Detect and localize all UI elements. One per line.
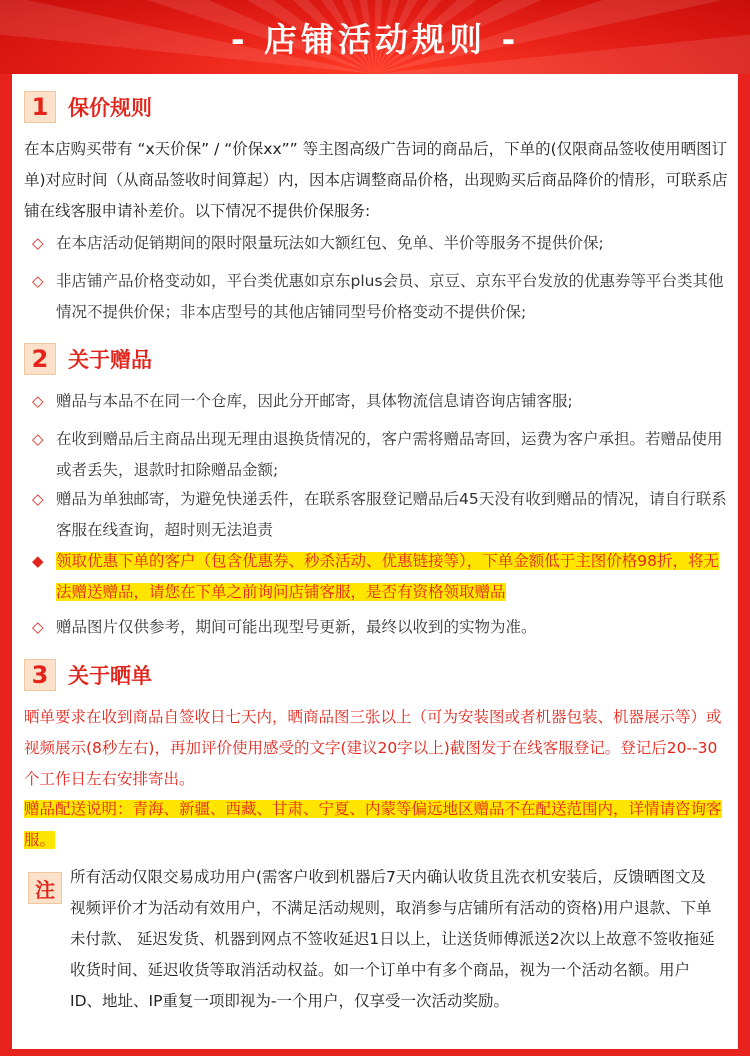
section-title: 保价规则 — [68, 96, 152, 120]
note-badge: 注 — [28, 872, 62, 904]
list-item: ◇ 在收到赠品后主商品出现无理由退换货情况的，客户需将赠品寄回，运费为客户承担。若赠品使用或者丢失，退款时扣除赠品金额; — [32, 424, 728, 486]
list-item: ◇ 赠品为单独邮寄，为避免快递丢件，在联系客服登记赠品后45天没有收到赠品的情况，请自行联系客服在线查询，超时则无法追责 — [32, 484, 728, 546]
list-item: ◇ 在本店活动促销期间的限时限量玩法如大额红包、免单、半价等服务不提供价保; — [32, 228, 728, 259]
list-item: ◇ 赠品与本品不在同一个仓库，因此分开邮寄，具体物流信息请咨询店铺客服; — [32, 386, 728, 417]
header-banner — [0, 0, 750, 74]
section-1-intro: 在本店购买带有 “x天价保” / “价保xx”” 等主图高级广告词的商品后，下单的(仅限商品签收使用晒图订单)对应时间（从商品签收时间算起）内，因本店调整商品价格，出现购买后商品降价的情形，可联系店铺在线客服申请补差价。以下情况不提供价保服务: — [24, 140, 728, 220]
diamond-bullet-icon: ◇ — [32, 430, 44, 448]
section-title: 关于赠品 — [68, 348, 152, 372]
note-text: 所有活动仅限交易成功用户(需客户收到机器后7天内确认收货且洗衣机安装后，反馈晒图文及视频评价才为活动有效用户，不满足活动规则，取消参与店铺所有活动的资格)用户退款、下单未付款、 延迟发货、机器到网点不签收延迟1日以上，让送货师傅派送2次以上故意不签收拖延收货时间、延迟收货等取消活动权益。如一个订单中有多个商品，视为一个活动名额。用户ID、地址、IP重复一项即视为-一个用户，仅享受一次活动奖励。 — [70, 868, 715, 1010]
section-1-header — [24, 92, 152, 122]
section-number-badge: 1 — [24, 91, 56, 123]
page-title: - 店铺活动规则 - — [230, 20, 520, 59]
filled-diamond-bullet-icon: ◆ — [32, 552, 44, 570]
diamond-bullet-icon: ◇ — [32, 490, 44, 508]
section-3-intro: 晒单要求在收到商品自签收日七天内，晒商品图三张以上（可为安装图或者机器包装、机器展示等）或视频展示(8秒左右)，再加评价使用感受的文字(建议20字以上)截图发于在线客服登记。登记后20--30个工作日左右安排寄出。 — [24, 708, 722, 788]
diamond-bullet-icon: ◇ — [32, 392, 44, 410]
section-title: 关于晒单 — [68, 664, 152, 688]
diamond-bullet-icon: ◇ — [32, 272, 44, 290]
section-number-badge: 2 — [24, 343, 56, 375]
diamond-bullet-icon: ◇ — [32, 234, 44, 252]
section-number-badge: 3 — [24, 659, 56, 691]
rules-card — [12, 74, 738, 1049]
diamond-bullet-icon: ◇ — [32, 618, 44, 636]
list-item: ◇ 非店铺产品价格变动如，平台类优惠如京东plus会员、京豆、京东平台发放的优惠券等平台类其他情况不提供价保；非本店型号的其他店铺同型号价格变动不提供价保; — [32, 266, 728, 328]
section-3-header — [24, 660, 152, 690]
bottom-strip — [0, 1049, 750, 1056]
list-item: ◇ 赠品图片仅供参考，期间可能出现型号更新，最终以收到的实物为准。 — [32, 612, 728, 643]
section-2-header — [24, 344, 152, 374]
highlighted-list-item: ◆ 领取优惠下单的客户（包含优惠券、秒杀活动、优惠链接等），下单金额低于主图价格98折，将无法赠送赠品，请您在下单之前询问店铺客服，是否有资格领取赠品 — [32, 546, 728, 608]
shipping-note: 赠品配送说明：青海、新疆、西藏、甘肃、宁夏、内蒙等偏远地区赠品不在配送范围内，详情请咨询客服。 — [24, 800, 722, 849]
